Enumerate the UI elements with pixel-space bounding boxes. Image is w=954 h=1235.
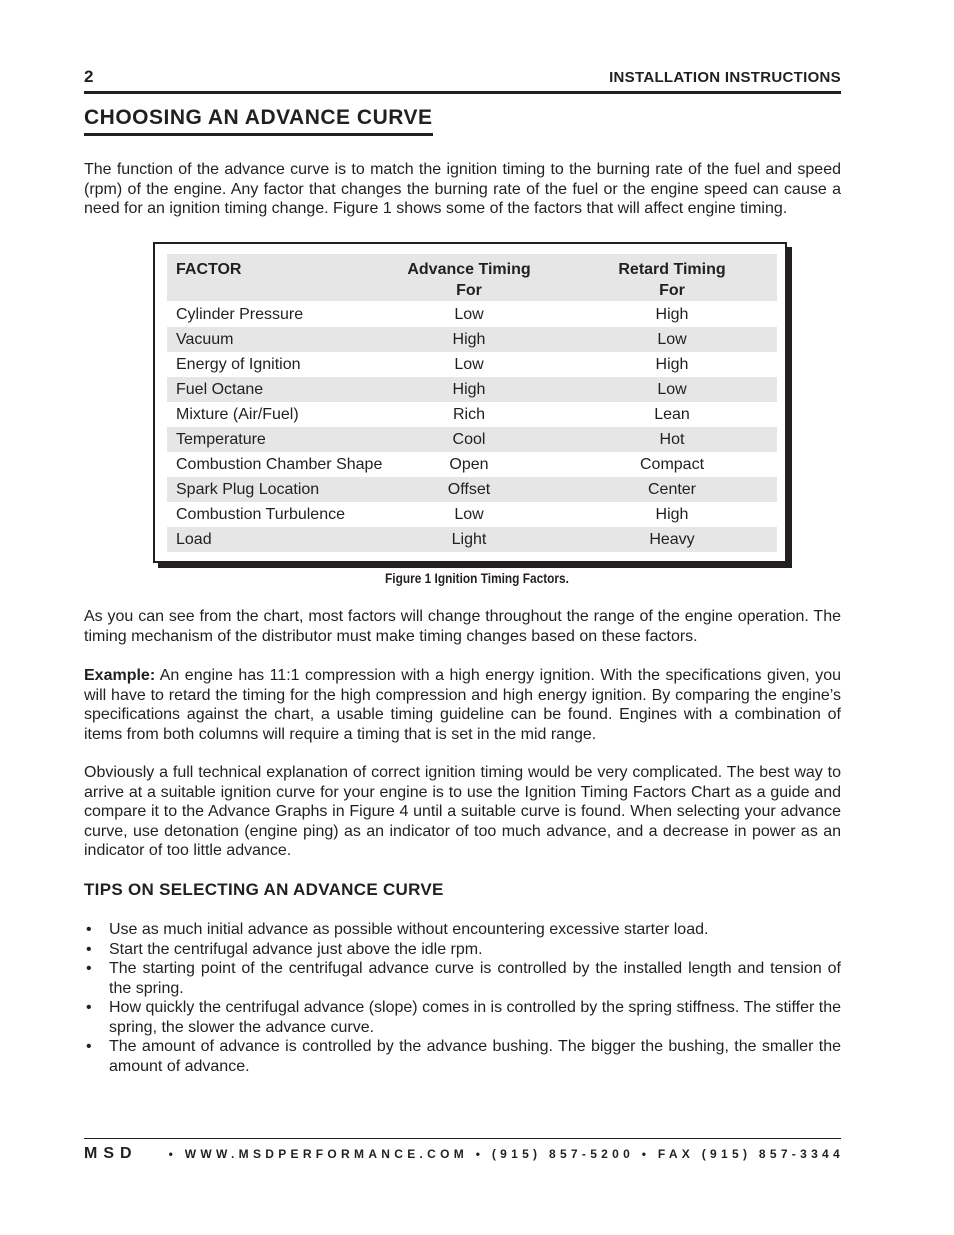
advance-cell: Offset	[447, 481, 491, 498]
table-header-row	[167, 254, 777, 301]
chart-note-paragraph: As you can see from the chart, most factors will change throughout the range of the engine operation. The timing mechanism of the distributor must make timing changes based on these factors.	[84, 608, 841, 645]
section-title: CHOOSING AN ADVANCE CURVE	[84, 106, 433, 136]
list-item	[84, 920, 841, 940]
tips-list	[84, 920, 841, 1076]
list-item	[84, 1037, 841, 1076]
retard-cell: Low	[657, 331, 687, 348]
example-text: An engine has 11:1 compression with a high energy ignition. With the specifications given, you will have to retard the timing for the high compression and high energy ignition. By comparing the engine’s specifications against the chart, a usable timing guideline can be found. Engines with a combination of items from both columns will require a timing that is set in the mid range.	[84, 667, 841, 743]
table-row	[167, 427, 777, 452]
bullet-icon: •	[86, 1038, 92, 1055]
example-label: Example:	[84, 667, 156, 684]
tip-text: The amount of advance is controlled by the advance bushing. The bigger the bushing, the smaller the amount of advance.	[109, 1038, 841, 1075]
retard-cell: Low	[657, 381, 687, 398]
table-row	[167, 477, 777, 502]
explanation-paragraph: Obviously a full technical explanation of correct ignition timing would be very complicated. The best way to arrive at a suitable ignition curve for your engine is to use the Ignition Timing Factors Chart as a guide and compare it to the Advance Graphs in Figure 4 until a suitable curve is found. When selecting your advance curve, use detonation (engine ping) as an indicator of too much advance, and a decrease in power as an indicator of too little advance.	[84, 764, 841, 859]
advance-cell: High	[452, 381, 486, 398]
advance-cell: Rich	[452, 406, 485, 423]
table-body	[167, 254, 777, 552]
table-row	[167, 302, 777, 327]
footer-brand: MSD	[84, 1145, 138, 1162]
bullet-icon: •	[86, 999, 92, 1016]
retard-cell: High	[655, 506, 689, 523]
footer-contact-info: • WWW.MSDPERFORMANCE.COM • (915) 857-5200 • FAX (915) 857-3344	[168, 1147, 844, 1161]
header-retard	[537, 259, 777, 301]
retard-cell: Center	[647, 481, 697, 498]
table-row	[167, 527, 777, 552]
list-item	[84, 940, 841, 960]
header-retard-line1: Retard Timing	[618, 261, 726, 278]
factor-cell: Fuel Octane	[176, 381, 264, 398]
header-advance-line1: Advance Timing	[407, 261, 531, 278]
bullet-icon: •	[86, 960, 92, 977]
advance-cell: Light	[451, 531, 487, 548]
retard-cell: High	[655, 356, 689, 373]
factor-cell: Combustion Turbulence	[176, 506, 345, 523]
retard-cell: Heavy	[649, 531, 695, 548]
retard-cell: Hot	[659, 431, 685, 448]
header-factor: FACTOR	[176, 261, 242, 278]
retard-cell: High	[655, 306, 689, 323]
advance-cell: Cool	[452, 431, 486, 448]
advance-cell: Low	[454, 356, 484, 373]
page-number: 2	[84, 67, 94, 86]
tips-title: TIPS ON SELECTING AN ADVANCE CURVE	[84, 880, 444, 899]
tip-text: The starting point of the centrifugal advance curve is controlled by the installed length and tension of the spring.	[109, 960, 841, 997]
list-item	[84, 959, 841, 998]
list-item	[84, 998, 841, 1037]
factor-cell: Vacuum	[176, 331, 234, 348]
header-advance-line2: For	[456, 282, 482, 299]
advance-cell: Open	[449, 456, 489, 473]
table-row	[167, 352, 777, 377]
table-row	[167, 502, 777, 527]
factor-cell: Cylinder Pressure	[176, 306, 304, 323]
retard-cell: Compact	[639, 456, 705, 473]
header-advance	[401, 259, 537, 301]
intro-paragraph: The function of the advance curve is to match the ignition timing to the burning rate of the fuel and speed (rpm) of the engine. Any factor that changes the burning rate of the fuel or the engine speed can cause a need for an ignition timing change. Figure 1 shows some of the factors that will affect engine timing.	[84, 161, 841, 217]
advance-cell: Low	[454, 306, 484, 323]
page-footer	[84, 1138, 844, 1162]
header-retard-line2: For	[659, 282, 685, 299]
timing-factors-table	[153, 242, 787, 563]
page-header	[84, 66, 841, 94]
factor-cell: Energy of Ignition	[176, 356, 301, 373]
factor-cell: Mixture (Air/Fuel)	[176, 406, 299, 423]
figure-caption: Figure 1 Ignition Timing Factors.	[385, 571, 569, 586]
advance-cell: Low	[454, 506, 484, 523]
tip-text: How quickly the centrifugal advance (slope) comes in is controlled by the spring stiffness. The stiffer the spring, the slower the advance curve.	[109, 999, 841, 1036]
bullet-icon: •	[86, 921, 92, 938]
factor-cell: Load	[176, 531, 212, 548]
factor-cell: Spark Plug Location	[176, 481, 320, 498]
example-paragraph	[84, 666, 841, 744]
retard-cell: Lean	[654, 406, 690, 423]
table-row	[167, 377, 777, 402]
tip-text: Use as much initial advance as possible without encountering excessive starter load.	[109, 921, 709, 938]
factor-cell: Temperature	[176, 431, 266, 448]
header-title: INSTALLATION INSTRUCTIONS	[609, 69, 841, 86]
bullet-icon: •	[86, 940, 92, 958]
table-row	[167, 452, 777, 477]
tip-text: Start the centrifugal advance just above the idle rpm.	[109, 940, 483, 958]
table-row	[167, 327, 777, 352]
table-row	[167, 402, 777, 427]
advance-cell: High	[452, 331, 486, 348]
factor-cell: Combustion Chamber Shape	[176, 456, 383, 473]
